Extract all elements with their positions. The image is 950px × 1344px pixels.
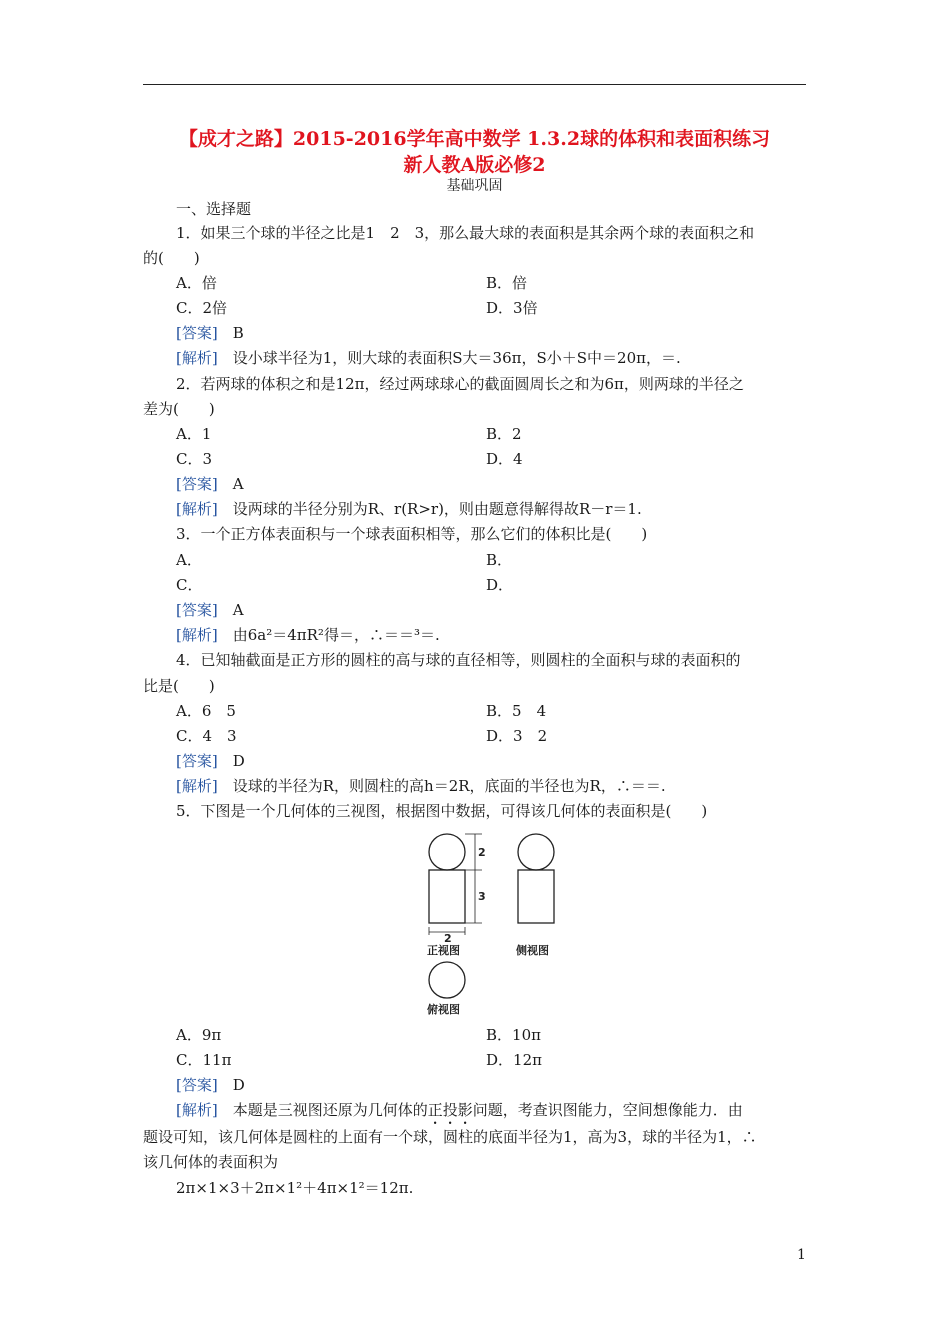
answer-tag: [答案] xyxy=(176,475,218,493)
front-view-label: 正视图 xyxy=(427,944,460,957)
analysis-tag: [解析] xyxy=(176,500,218,518)
q1-option-a: A．倍 xyxy=(176,274,217,292)
q1-stem-line1: 1．如果三个球的半径之比是1 2 3，那么最大球的表面积是其余两个球的表面积之和 xyxy=(176,224,755,242)
q5-option-a: A．9π xyxy=(176,1026,222,1044)
q5-option-b: B．10π xyxy=(486,1026,541,1044)
q2-stem-line1: 2．若两球的体积之和是12π，经过两球球心的截面圆周长之和为6π，则两球的半径之 xyxy=(176,375,744,393)
q3-answer xyxy=(176,601,244,619)
analysis-tag: [解析] xyxy=(176,626,218,644)
front-view-cylinder xyxy=(429,870,465,923)
document-title-line2: 新人教A版必修2 xyxy=(403,154,546,176)
q5-stem-line1: 5．下图是一个几何体的三视图，根据图中数据，可得该几何体的表面积是( ) xyxy=(176,802,708,820)
section-subtitle: 基础巩固 xyxy=(446,178,503,194)
document-title-line1: 【成才之路】2015-2016学年高中数学 1.3.2球的体积和表面积练习 xyxy=(178,128,771,150)
analysis-text: 设两球的半径分别为R、r(R>r)，则由题意得解得故R－r＝1. xyxy=(232,500,642,518)
answer-value: A xyxy=(232,601,244,619)
q3-option-a: A． xyxy=(176,551,202,569)
dim-bottom-label: 2 xyxy=(444,932,452,945)
analysis-text: 设球的半径为R，则圆柱的高h＝2R，底面的半径也为R，∴＝＝. xyxy=(232,777,666,795)
side-view-label: 侧视图 xyxy=(516,944,549,957)
q5-analysis-line1 xyxy=(176,1101,743,1128)
q3-option-c: C． xyxy=(176,576,203,594)
q5-option-c: C．11π xyxy=(176,1051,232,1069)
q4-option-a: A．6 5 xyxy=(176,702,236,720)
answer-tag: [答案] xyxy=(176,324,218,342)
q4-option-d: D．3 2 xyxy=(486,727,548,745)
analysis-text-post: 问题，考查识图能力，空间想像能力．由 xyxy=(472,1101,743,1119)
q1-stem-line2: 的( ) xyxy=(143,249,200,267)
dim-top-label: 2 xyxy=(478,846,486,859)
side-view-cylinder xyxy=(518,870,554,923)
analysis-text: 由6a²＝4πR²得＝，∴＝＝³＝. xyxy=(232,626,440,644)
q3-stem-line1: 3．一个正方体表面积与一个球表面积相等，那么它们的体积比是( ) xyxy=(176,525,648,543)
side-view-sphere xyxy=(518,834,554,870)
q2-stem-line2: 差为( ) xyxy=(143,400,215,418)
analysis-tag: [解析] xyxy=(176,1101,218,1119)
analysis-text: 设小球半径为1，则大球的表面积S大＝36π，S小＋S中＝20π，＝. xyxy=(232,349,681,367)
q5-analysis-line2: 题设可知，该几何体是圆柱的上面有一个球，圆柱的底面半径为1，高为3，球的半径为1，∴ xyxy=(143,1128,757,1146)
top-view-circle xyxy=(429,962,465,998)
q5-analysis-formula: 2π×1×3＋2π×1²＋4π×1²＝12π. xyxy=(176,1179,414,1197)
analysis-text-pre: 本题是三视图还原为几何体的 xyxy=(232,1101,428,1119)
q3-option-d: D． xyxy=(486,576,514,594)
answer-tag: [答案] xyxy=(176,752,218,770)
answer-value: D xyxy=(232,1076,245,1094)
page-number: 1 xyxy=(797,1247,806,1263)
q4-stem-line1: 4．已知轴截面是正方形的圆柱的高与球的直径相等，则圆柱的全面积与球的表面积的 xyxy=(176,651,741,669)
section-heading: 一、选择题 xyxy=(176,200,252,218)
analysis-emphasis: 正投影 xyxy=(427,1101,473,1119)
front-view-sphere xyxy=(429,834,465,870)
q4-stem-line2: 比是( ) xyxy=(143,677,215,695)
header-rule xyxy=(143,84,806,85)
q3-option-b: B． xyxy=(486,551,513,569)
q2-option-c: C．3 xyxy=(176,450,213,468)
analysis-tag: [解析] xyxy=(176,777,218,795)
q3-analysis xyxy=(176,626,440,644)
q4-answer xyxy=(176,752,245,770)
q1-option-b: B．倍 xyxy=(486,274,528,292)
q2-option-d: D．4 xyxy=(486,450,523,468)
top-view-label: 俯视图 xyxy=(427,1003,460,1016)
q1-option-d: D．3倍 xyxy=(486,299,538,317)
q5-analysis-line3: 该几何体的表面积为 xyxy=(143,1153,279,1171)
answer-tag: [答案] xyxy=(176,1076,218,1094)
answer-value: B xyxy=(232,324,244,342)
q5-option-d: D．12π xyxy=(486,1051,542,1069)
q4-analysis xyxy=(176,777,666,795)
answer-value: A xyxy=(232,475,244,493)
three-view-figure xyxy=(420,830,570,1020)
q2-answer xyxy=(176,475,244,493)
analysis-tag: [解析] xyxy=(176,349,218,367)
q5-answer xyxy=(176,1076,245,1094)
q1-option-c: C．2倍 xyxy=(176,299,228,317)
q2-analysis xyxy=(176,500,642,518)
q4-option-c: C．4 3 xyxy=(176,727,237,745)
answer-tag: [答案] xyxy=(176,601,218,619)
dim-side-label: 3 xyxy=(478,890,486,903)
q4-option-b: B．5 4 xyxy=(486,702,547,720)
q1-answer xyxy=(176,324,244,342)
q2-option-b: B．2 xyxy=(486,425,522,443)
answer-value: D xyxy=(232,752,245,770)
q2-option-a: A．1 xyxy=(176,425,212,443)
q1-analysis xyxy=(176,349,681,367)
